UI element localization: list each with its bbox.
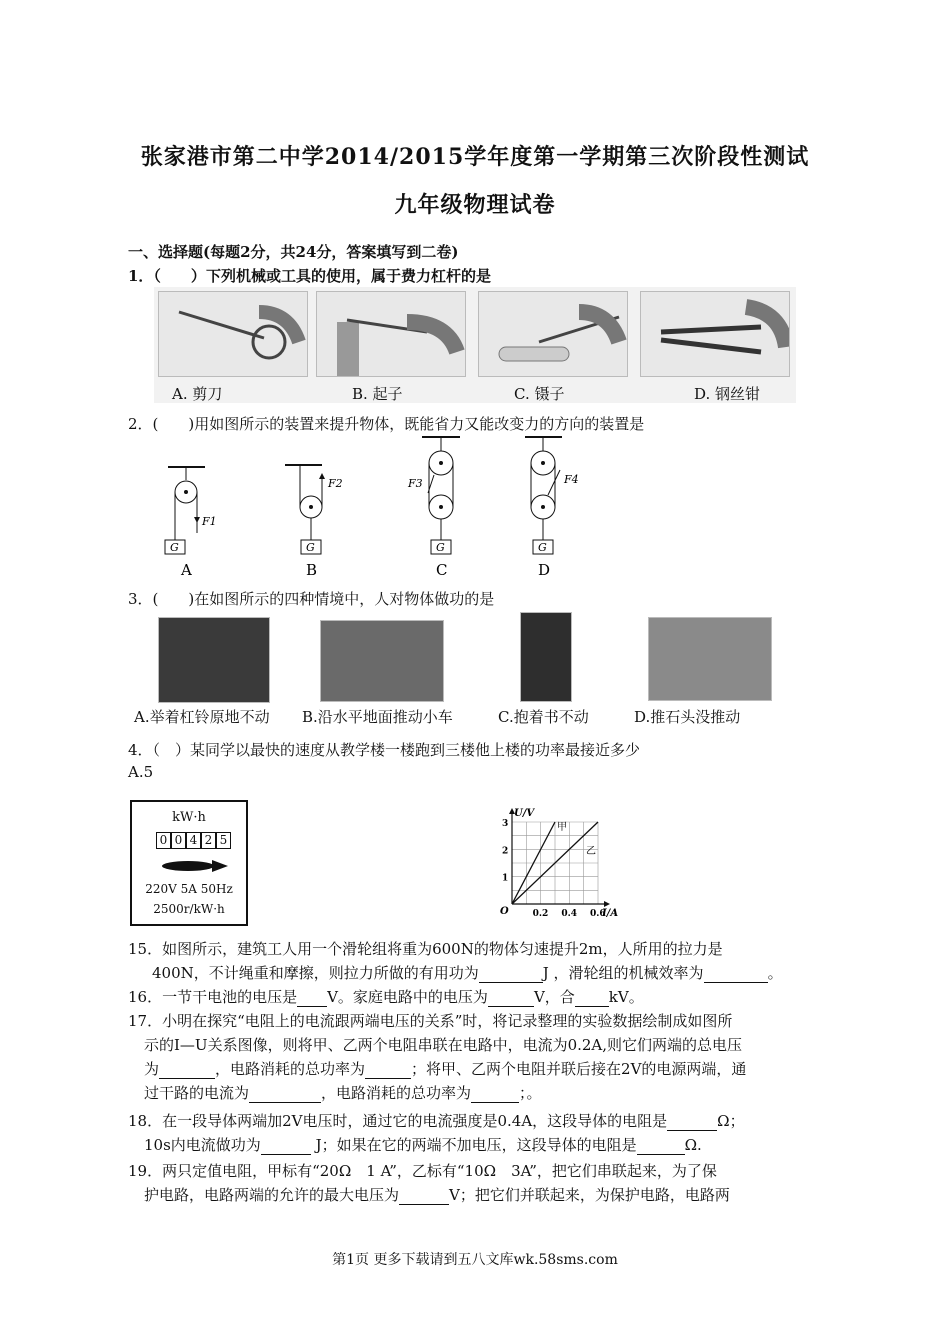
- q16-text-a: 16．一节干电池的电压是: [128, 988, 298, 1006]
- q3-option-d: D.推石头没推动: [634, 708, 741, 726]
- meter-disc-arrow: [152, 858, 232, 874]
- pulley-b: [285, 465, 343, 579]
- q18-blank-work[interactable]: [261, 1140, 311, 1155]
- q3-option-b: B.沿水平地面推动小车: [302, 708, 453, 726]
- q18-text-1a: 18．在一段导体两端加2V电压时，通过它的电流强度是0.4A，这段导体的电阻是: [128, 1112, 668, 1130]
- q17-line4: [144, 1082, 542, 1103]
- label-d: D: [538, 561, 551, 579]
- q17-blank-power-series[interactable]: [365, 1064, 411, 1079]
- weight-label-a: G: [170, 541, 179, 554]
- q16-line: [128, 986, 644, 1007]
- label-c: C: [436, 561, 448, 579]
- q18-line1: [128, 1110, 745, 1131]
- q1-option-c: C. 镊子: [514, 385, 565, 403]
- q19-text-2b: V；把它们并联起来，为保护电路，电路两: [449, 1186, 730, 1204]
- q16-blank-battery[interactable]: [297, 992, 327, 1007]
- rock-photo: [648, 617, 772, 701]
- q19-text-2a: 护电路，电路两端的允许的最大电压为: [144, 1186, 400, 1204]
- q3-option-c: C.抱着书不动: [498, 708, 589, 726]
- force-f2-label: F2: [328, 477, 343, 490]
- bottle-opener-photo: [316, 291, 466, 377]
- q17-line3: [144, 1058, 746, 1079]
- tweezers-photo: [478, 291, 628, 377]
- y-tick-label: 1: [502, 873, 509, 884]
- barbell-photo: [158, 617, 270, 703]
- meter-spec-2: 2500r/kW·h: [153, 902, 225, 916]
- meter-digit: 5: [216, 832, 231, 849]
- force-f4-label: F4: [564, 473, 579, 486]
- exam-title: 张家港市第二中学2014/2015学年度第一学期第三次阶段性测试: [140, 144, 810, 170]
- label-a: A: [181, 561, 192, 579]
- q18-blank-resistance-zero[interactable]: [637, 1140, 685, 1155]
- q16-text-d: kV。: [608, 988, 644, 1006]
- q18-text-2a: 10s内电流做功为: [144, 1136, 261, 1154]
- weight-label-b: G: [306, 541, 315, 554]
- x-tick-label: 0.4: [561, 909, 578, 918]
- x-axis-arrow: [604, 901, 610, 907]
- q17-line2: 示的I—U关系图像，则将甲、乙两个电阻串联在电路中，电流为0.2A,则它们两端的总电压: [144, 1036, 743, 1054]
- q15-line2: [152, 962, 783, 983]
- q15-text-a: 400N，不计绳重和摩擦，则拉力所做的有用功为: [152, 964, 479, 982]
- cart-photo: [320, 620, 444, 702]
- scissors-photo: [158, 291, 308, 377]
- q4-stem: 4．（ ）某同学以最快的速度从教学楼一楼跑到三楼他上楼的功率最接近多少: [128, 741, 641, 759]
- meter-digit: 0: [156, 832, 171, 849]
- meter-digits: [156, 832, 231, 849]
- q2-stem: 2．( )用如图所示的装置来提升物体，既能省力又能改变力的方向的装置是: [128, 415, 645, 433]
- origin-label: O: [500, 906, 509, 917]
- q17-line1: 17．小明在探究“电阻上的电流跟两端电压的关系”时，将记录整理的实验数据绘制成如图所: [128, 1012, 733, 1030]
- q18-text-2c: Ω.: [684, 1136, 702, 1154]
- q17-text-4a: 过干路的电流为: [144, 1084, 250, 1102]
- label-b: B: [306, 561, 318, 579]
- q18-line2: [144, 1134, 702, 1155]
- q1-option-d: D. 钢丝钳: [694, 385, 761, 403]
- weight-label-c: G: [436, 541, 445, 554]
- series-label: 乙: [586, 846, 596, 857]
- q1-stem: 1．（ ）下列机械或工具的使用，属于费力杠杆的是: [128, 267, 491, 285]
- x-tick-label: 0.6: [590, 909, 606, 918]
- q16-text-c: V，合: [533, 988, 575, 1006]
- q16-blank-kv[interactable]: [575, 992, 609, 1007]
- q17-blank-power-parallel[interactable]: [471, 1088, 519, 1103]
- iu-chart: [498, 800, 638, 918]
- exam-subtitle: 九年级物理试卷: [394, 192, 556, 218]
- q4-answer: A.5: [128, 763, 154, 781]
- q3-stem: 3．( )在如图所示的四种情境中，人对物体做功的是: [128, 590, 495, 608]
- electricity-meter: [130, 800, 248, 926]
- q15-text-b: J ，滑轮组的机械效率为: [542, 964, 704, 982]
- q3-option-a: A.举着杠铃原地不动: [134, 708, 270, 726]
- meter-spec-1: 220V 5A 50Hz: [145, 882, 233, 896]
- pulley-c: [407, 437, 460, 579]
- weight-label-d: G: [538, 541, 547, 554]
- q19-blank-voltage[interactable]: [399, 1190, 449, 1205]
- pulley-a: [165, 467, 217, 579]
- x-axis-label: I/A: [602, 908, 619, 918]
- q17-blank-voltage[interactable]: [159, 1064, 215, 1079]
- q1-option-b: B. 起子: [352, 385, 403, 403]
- q17-text-3c: ；将甲、乙两个电阻并联后接在2V的电源两端，通: [411, 1060, 747, 1078]
- section-heading: 一、选择题(每题2分，共24分，答案填写到二卷): [128, 243, 459, 261]
- books-photo: [520, 612, 572, 702]
- pulley-d: [525, 437, 579, 579]
- q17-blank-current[interactable]: [249, 1088, 321, 1103]
- meter-digit: 0: [171, 832, 186, 849]
- q15-blank-efficiency[interactable]: [704, 968, 768, 983]
- q1-figure: [154, 287, 796, 403]
- q16-blank-household[interactable]: [488, 992, 534, 1007]
- meter-digit: 4: [186, 832, 201, 849]
- pliers-photo: [640, 291, 790, 377]
- x-tick-label: 0.2: [532, 909, 549, 918]
- y-axis-label: U/V: [514, 808, 535, 819]
- q19-line1: 19．两只定值电阻，甲标有“20Ω 1 A”，乙标有“10Ω 3A”，把它们串联起来，为了保: [128, 1162, 717, 1180]
- page-footer: 第1页 更多下载请到五八文库wk.58sms.com: [332, 1252, 618, 1268]
- q15-blank-work[interactable]: [479, 968, 543, 983]
- q17-text-3b: ，电路消耗的总功率为: [215, 1060, 366, 1078]
- series-label: 甲: [557, 822, 567, 833]
- y-tick-label: 2: [502, 846, 509, 857]
- y-tick-label: 3: [502, 819, 509, 829]
- q17-text-3a: 为: [144, 1060, 160, 1078]
- q17-text-4c: ；。: [519, 1084, 542, 1102]
- force-f3-label: F3: [408, 477, 423, 490]
- q18-text-1b: Ω；: [717, 1112, 745, 1130]
- q15-text-c: 。: [767, 964, 783, 982]
- q1-option-a: A. 剪刀: [172, 385, 223, 403]
- q15-line1: 15．如图所示，建筑工人用一个滑轮组将重为600N的物体匀速提升2m，人所用的拉力是: [128, 940, 723, 958]
- pulley-diagram: [150, 435, 590, 580]
- q18-blank-resistance[interactable]: [667, 1116, 717, 1131]
- q17-text-4b: ，电路消耗的总功率为: [321, 1084, 472, 1102]
- q19-line2: [144, 1184, 730, 1205]
- meter-digit: 2: [201, 832, 216, 849]
- force-f1-label: F1: [202, 515, 217, 528]
- q18-text-2b: J；如果在它的两端不加电压，这段导体的电阻是: [310, 1136, 637, 1154]
- q16-text-b: V。家庭电路中的电压为: [327, 988, 488, 1006]
- meter-unit: kW·h: [172, 810, 206, 825]
